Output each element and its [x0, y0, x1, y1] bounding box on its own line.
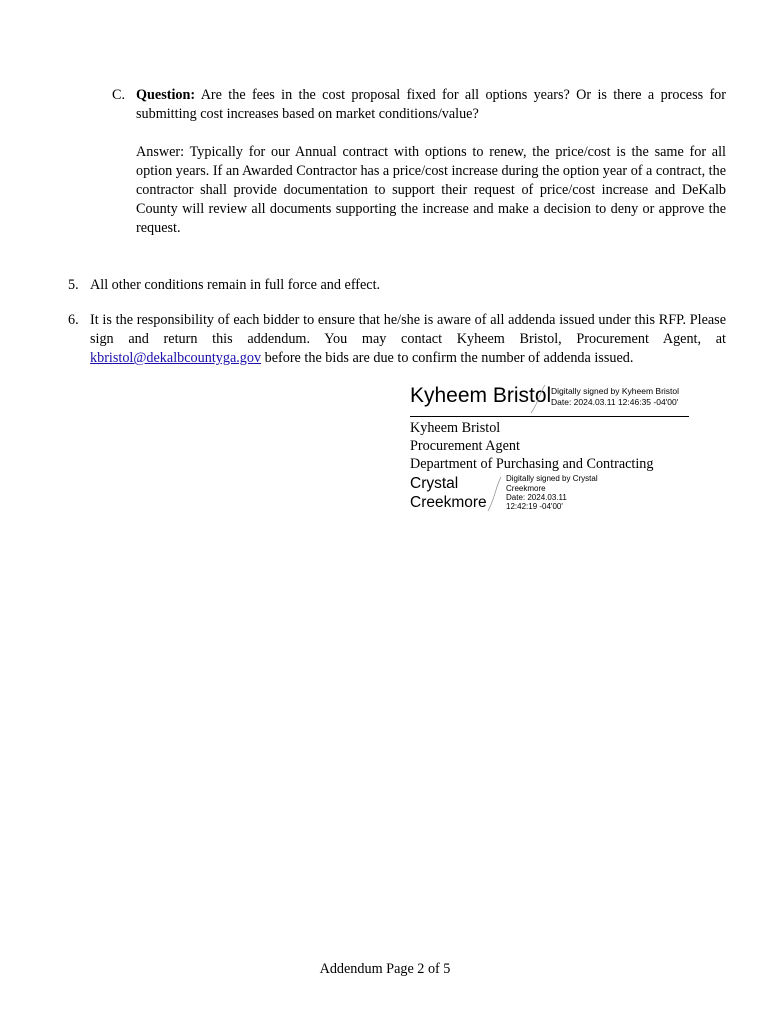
- signature-2-line1: Digitally signed by Crystal: [506, 474, 598, 483]
- item-5-text: All other conditions remain in full force and effect.: [90, 277, 381, 293]
- email-link[interactable]: kbristol@dekalbcountyga.gov: [90, 350, 262, 366]
- question-body: Are the fees in the cost proposal fixed for all options years? Or is there a process for submitting cost increases based on market conditions/value?: [136, 87, 726, 122]
- item-6-tail: before the bids are due to confirm the number of addenda issued.: [264, 350, 634, 366]
- signature-1-date-line: Date: 2024.03.11 12:46:35 -04'00': [551, 397, 679, 407]
- page-footer: Addendum Page 2 of 5: [319, 961, 451, 977]
- signature-2-first: Crystal: [410, 475, 459, 492]
- signer-name: Kyheem Bristol: [410, 420, 501, 436]
- signature-1-mark: [529, 384, 549, 414]
- signature-name-large: Kyheem Bristol: [410, 384, 552, 407]
- item-5-number: 5.: [68, 277, 79, 293]
- item-6-body: It is the responsibility of each bidder to ensure that he/she is aware of all addenda issued under this RFP. Please sign and return this addendum. You may contact Kyheem Bristol, Procurement Agent, at: [90, 312, 726, 347]
- answer-c-text: Answer: Typically for our Annual contract with options to renew, the price/cost is the same for all option years. If an Awarded Contractor has a price/cost increase during the option year of a contract, the contractor shall provide documentation to support their request of price/cost increase and DeKalb County will review all documents supporting the increase and make a decision to deny or approve the request.: [136, 144, 727, 236]
- signer-block: [410, 419, 710, 474]
- question-c-letter: C.: [112, 87, 126, 103]
- signer-title: Procurement Agent: [410, 438, 520, 454]
- question-label: Question:: [136, 87, 196, 103]
- signature-2-line2: Creekmore: [506, 484, 546, 493]
- signature-2-last: Creekmore: [410, 494, 487, 511]
- signature-2-mark: [486, 476, 504, 512]
- signature-line: [410, 416, 689, 417]
- item-5: [68, 276, 726, 295]
- question-c-text: [136, 86, 726, 124]
- signature-2-line4: 12:42:19 -04'00': [506, 502, 563, 511]
- signature-1-signed-line: Digitally signed by Kyheem Bristol: [551, 386, 680, 396]
- item-6-text: [90, 311, 726, 368]
- item-6-number: 6.: [68, 312, 79, 328]
- item-6: [68, 311, 726, 368]
- signer-department: Department of Purchasing and Contracting: [410, 456, 654, 472]
- signature-2-line3: Date: 2024.03.11: [506, 493, 567, 502]
- question-c-block: [112, 86, 726, 124]
